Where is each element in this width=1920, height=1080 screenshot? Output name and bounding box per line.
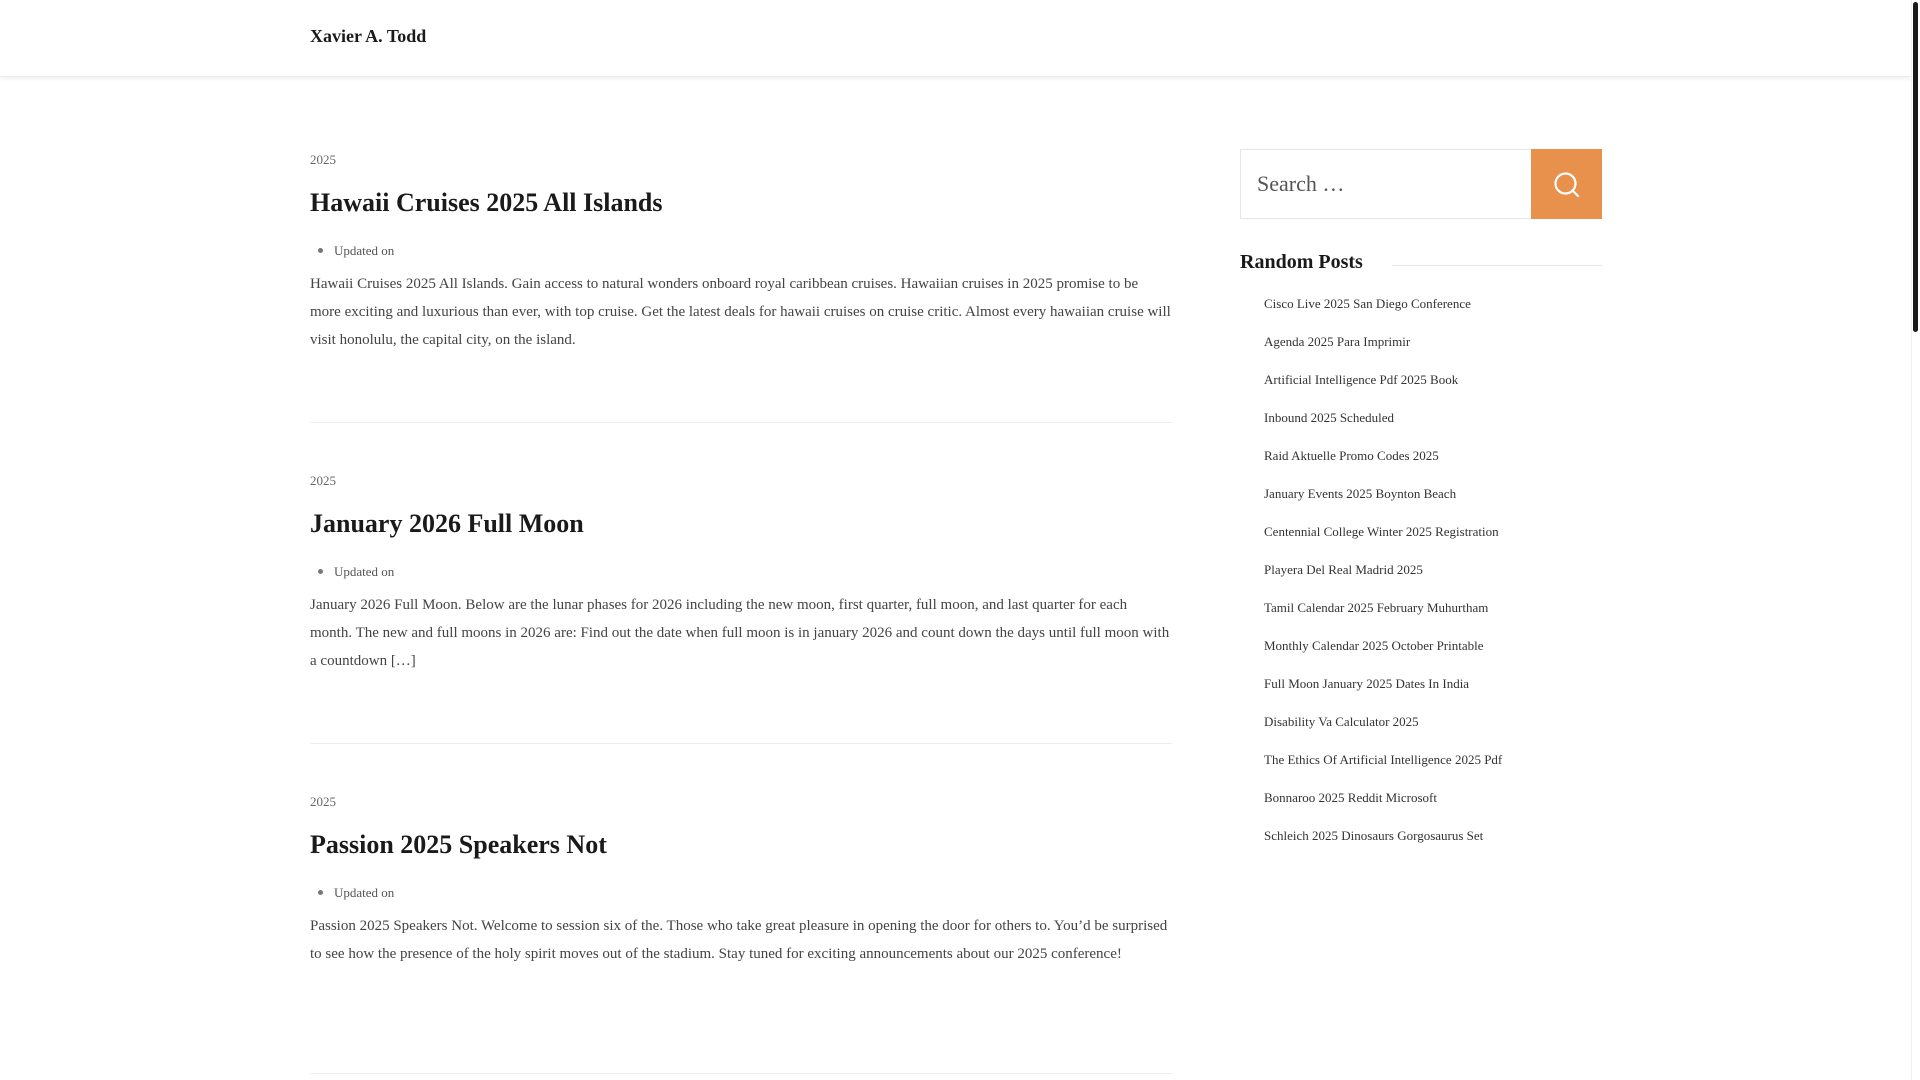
- list-item: [1264, 638, 1602, 676]
- list-item: [1264, 372, 1602, 410]
- bullet-icon: [318, 890, 323, 895]
- random-post-link[interactable]: Cisco Live 2025 San Diego Conference: [1264, 296, 1471, 311]
- post-updated-label: Updated on: [334, 243, 395, 258]
- random-post-link[interactable]: January Events 2025 Boynton Beach: [1264, 486, 1457, 501]
- site-header: [0, 0, 1911, 77]
- bullet-icon: [318, 569, 323, 574]
- search-form: [1240, 149, 1602, 219]
- bullet-icon: [318, 248, 323, 253]
- search-input[interactable]: [1240, 149, 1531, 219]
- random-post-link[interactable]: Schleich 2025 Dinosaurs Gorgosaurus Set: [1264, 828, 1484, 843]
- random-post-link[interactable]: Artificial Intelligence Pdf 2025 Book: [1264, 372, 1459, 387]
- search-button[interactable]: [1531, 149, 1602, 219]
- search-icon: [1553, 171, 1580, 198]
- widget-title-divider: [1392, 265, 1602, 266]
- random-post-link[interactable]: Agenda 2025 Para Imprimir: [1264, 334, 1411, 349]
- scrollbar-thumb[interactable]: [1913, 2, 1918, 332]
- post-meta: [310, 243, 394, 259]
- list-item: [1264, 676, 1602, 714]
- site-title-link[interactable]: Xavier A. Todd: [310, 26, 427, 46]
- post-divider: [310, 1073, 1172, 1074]
- post-category-link[interactable]: 2025: [310, 473, 336, 488]
- random-post-link[interactable]: Full Moon January 2025 Dates In India: [1264, 676, 1470, 691]
- list-item: [1264, 790, 1602, 828]
- post-updated-label: Updated on: [334, 564, 395, 579]
- post-meta: [310, 885, 394, 901]
- post-updated-label: Updated on: [334, 885, 395, 900]
- list-item: [1264, 828, 1602, 866]
- post-title-link[interactable]: Hawaii Cruises 2025 All Islands: [310, 188, 663, 217]
- random-post-link[interactable]: Raid Aktuelle Promo Codes 2025: [1264, 448, 1439, 463]
- random-post-link[interactable]: Disability Va Calculator 2025: [1264, 714, 1419, 729]
- post-category-link[interactable]: 2025: [310, 794, 336, 809]
- list-item: [1264, 752, 1602, 790]
- random-post-link[interactable]: Playera Del Real Madrid 2025: [1264, 562, 1423, 577]
- post-divider: [310, 422, 1172, 423]
- list-item: [1264, 714, 1602, 752]
- post-title[interactable]: [310, 829, 607, 860]
- list-item: [1264, 296, 1602, 334]
- random-post-link[interactable]: Tamil Calendar 2025 February Muhurtham: [1264, 600, 1489, 615]
- list-item: [1264, 600, 1602, 638]
- list-item: [1264, 486, 1602, 524]
- post-title-link[interactable]: Passion 2025 Speakers Not: [310, 830, 607, 859]
- post-excerpt: Hawaii Cruises 2025 All Islands. Gain access to natural wonders onboard royal caribbean cruises. Hawaiian cruises in 2025 promise to be more exciting and luxurious than ever, with top cruise. Get the latest deals for hawaii cruises on cruise critic. Almost every hawaiian cruise will visit honolulu, the capital city, on the island.: [310, 276, 1171, 348]
- list-item: [1264, 410, 1602, 448]
- list-item: [1264, 334, 1602, 372]
- post-excerpt: Passion 2025 Speakers Not. Welcome to session six of the. Those who take great pleasure in opening the door for others to. You’d be surprised to see how the presence of the holy spirit moves out of the stadium. Stay tuned for exciting announcements about our 2025 conference!: [310, 918, 1168, 962]
- random-post-link[interactable]: Inbound 2025 Scheduled: [1264, 410, 1394, 425]
- random-post-link[interactable]: Centennial College Winter 2025 Registration: [1264, 524, 1499, 539]
- random-posts-header: [1240, 251, 1602, 281]
- list-item: [1264, 448, 1602, 486]
- post-meta: [310, 564, 394, 580]
- post-title[interactable]: [310, 508, 584, 539]
- random-post-link[interactable]: Monthly Calendar 2025 October Printable: [1264, 638, 1484, 653]
- random-post-link[interactable]: Bonnaroo 2025 Reddit Microsoft: [1264, 790, 1437, 805]
- post-category-link[interactable]: 2025: [310, 152, 336, 167]
- post-title[interactable]: [310, 187, 663, 218]
- post-excerpt: January 2026 Full Moon. Below are the lunar phases for 2026 including the new moon, first quarter, full moon, and last quarter for each month. The new and full moons in 2026 are: Find out the date when full moon is in january 2026 and count down the days until full moon with a countdown […]: [310, 597, 1170, 669]
- random-posts-title: Random Posts: [1240, 251, 1363, 273]
- post-title-link[interactable]: January 2026 Full Moon: [310, 509, 584, 538]
- post-divider: [310, 743, 1172, 744]
- random-post-link[interactable]: The Ethics Of Artificial Intelligence 2025 Pdf: [1264, 752, 1503, 767]
- list-item: [1264, 524, 1602, 562]
- random-posts-list: [1264, 296, 1602, 866]
- list-item: [1264, 562, 1602, 600]
